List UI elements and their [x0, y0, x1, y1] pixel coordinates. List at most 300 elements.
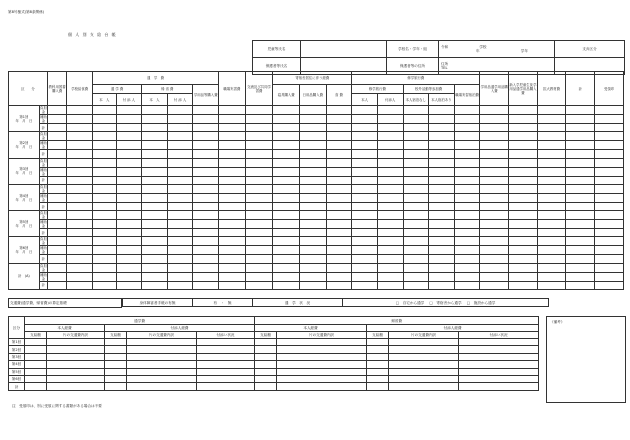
ledger-cell[interactable]	[167, 220, 193, 229]
ledger-cell[interactable]	[537, 150, 566, 158]
fare-cell[interactable]	[47, 346, 105, 353]
ledger-cell[interactable]	[245, 141, 273, 150]
ledger-cell[interactable]	[352, 124, 378, 132]
ledger-cell[interactable]	[273, 106, 300, 115]
ledger-cell[interactable]	[193, 220, 219, 229]
ledger-cell[interactable]	[167, 167, 193, 176]
ledger-cell[interactable]	[219, 124, 246, 132]
fare-cell[interactable]	[277, 383, 367, 390]
ledger-cell[interactable]	[537, 158, 566, 167]
ledger-cell[interactable]	[93, 176, 117, 184]
ledger-cell[interactable]	[142, 237, 168, 246]
ledger-cell[interactable]	[193, 124, 219, 132]
fare-cell[interactable]	[47, 375, 105, 382]
commute-status-options[interactable]	[343, 299, 549, 307]
ledger-cell[interactable]	[219, 167, 246, 176]
ledger-cell[interactable]	[245, 229, 273, 237]
ledger-cell[interactable]	[326, 272, 352, 281]
ledger-cell[interactable]	[47, 124, 66, 132]
fare-cell[interactable]	[47, 368, 105, 375]
ledger-cell[interactable]	[116, 150, 142, 158]
ledger-cell[interactable]	[67, 281, 93, 289]
fare-cell[interactable]	[47, 339, 105, 346]
ledger-cell[interactable]	[67, 229, 93, 237]
ledger-cell[interactable]	[47, 255, 66, 263]
ledger-cell[interactable]	[116, 220, 142, 229]
ledger-cell[interactable]	[273, 211, 300, 220]
ledger-cell[interactable]	[326, 150, 352, 158]
ledger-cell[interactable]	[480, 141, 509, 150]
ledger-cell[interactable]	[116, 184, 142, 193]
ledger-cell[interactable]	[67, 184, 93, 193]
option-home[interactable]: □ 自宅から通学	[395, 300, 425, 305]
ledger-cell[interactable]	[67, 176, 93, 184]
ledger-cell[interactable]	[273, 184, 300, 193]
ledger-cell[interactable]	[454, 167, 480, 176]
ledger-cell[interactable]	[403, 124, 429, 132]
ledger-cell[interactable]	[67, 246, 93, 255]
ledger-cell[interactable]	[480, 193, 509, 202]
ledger-cell[interactable]	[377, 158, 403, 167]
ledger-cell[interactable]	[537, 167, 566, 176]
ledger-cell[interactable]	[480, 220, 509, 229]
ledger-cell[interactable]	[377, 211, 403, 220]
ledger-cell[interactable]	[47, 158, 66, 167]
ledger-cell[interactable]	[480, 106, 509, 115]
ledger-cell[interactable]	[326, 255, 352, 263]
fare-cell[interactable]	[389, 383, 459, 390]
ledger-cell[interactable]	[300, 167, 327, 176]
ledger-cell[interactable]	[326, 167, 352, 176]
fare-cell[interactable]	[25, 339, 47, 346]
ledger-cell[interactable]	[67, 158, 93, 167]
ledger-cell[interactable]	[429, 193, 455, 202]
ledger-cell[interactable]	[142, 115, 168, 124]
ledger-cell[interactable]	[429, 220, 455, 229]
ledger-cell[interactable]	[47, 237, 66, 246]
fare-cell[interactable]	[25, 368, 47, 375]
ledger-cell[interactable]	[537, 246, 566, 255]
fare-cell[interactable]	[255, 375, 277, 382]
ledger-cell[interactable]	[403, 220, 429, 229]
ledger-cell[interactable]	[245, 124, 273, 132]
ledger-cell[interactable]	[566, 272, 595, 281]
ledger-cell[interactable]	[219, 211, 246, 220]
fare-cell[interactable]	[459, 339, 539, 346]
ledger-cell[interactable]	[93, 193, 117, 202]
fare-cell[interactable]	[127, 368, 197, 375]
ledger-cell[interactable]	[480, 184, 509, 193]
ledger-cell[interactable]	[116, 132, 142, 141]
fare-cell[interactable]	[47, 353, 105, 360]
ledger-cell[interactable]	[273, 141, 300, 150]
ledger-cell[interactable]	[219, 202, 246, 210]
ledger-cell[interactable]	[193, 132, 219, 141]
ledger-cell[interactable]	[352, 115, 378, 124]
ledger-cell[interactable]	[167, 246, 193, 255]
ledger-cell[interactable]	[67, 124, 93, 132]
school-field[interactable]	[439, 41, 555, 58]
ledger-cell[interactable]	[595, 202, 624, 210]
ledger-cell[interactable]	[537, 106, 566, 115]
fare-cell[interactable]	[459, 383, 539, 390]
ledger-cell[interactable]	[454, 115, 480, 124]
student-name-field[interactable]	[301, 41, 387, 58]
ledger-cell[interactable]	[300, 193, 327, 202]
ledger-cell[interactable]	[509, 167, 538, 176]
ledger-cell[interactable]	[566, 158, 595, 167]
ledger-cell[interactable]	[193, 272, 219, 281]
ledger-cell[interactable]	[595, 237, 624, 246]
ledger-cell[interactable]	[509, 115, 538, 124]
ledger-cell[interactable]	[509, 141, 538, 150]
ledger-cell[interactable]	[480, 124, 509, 132]
ledger-cell[interactable]	[93, 263, 117, 272]
ledger-cell[interactable]	[167, 272, 193, 281]
ledger-cell[interactable]	[300, 263, 327, 272]
ledger-cell[interactable]	[509, 106, 538, 115]
ledger-cell[interactable]	[595, 141, 624, 150]
fare-cell[interactable]	[105, 353, 127, 360]
ledger-cell[interactable]	[116, 211, 142, 220]
fare-cell[interactable]	[255, 339, 277, 346]
ledger-cell[interactable]	[273, 246, 300, 255]
ledger-cell[interactable]	[142, 272, 168, 281]
option-dorm[interactable]: □ 寄宿舎から通学	[429, 300, 462, 305]
ledger-cell[interactable]	[93, 202, 117, 210]
ledger-cell[interactable]	[352, 229, 378, 237]
ledger-cell[interactable]	[537, 132, 566, 141]
ledger-cell[interactable]	[509, 158, 538, 167]
ledger-cell[interactable]	[326, 220, 352, 229]
ledger-cell[interactable]	[219, 237, 246, 246]
ledger-cell[interactable]	[273, 263, 300, 272]
ledger-cell[interactable]	[67, 141, 93, 150]
ledger-cell[interactable]	[595, 124, 624, 132]
ledger-cell[interactable]	[300, 220, 327, 229]
ledger-cell[interactable]	[116, 141, 142, 150]
fare-cell[interactable]	[197, 353, 255, 360]
ledger-cell[interactable]	[326, 141, 352, 150]
ledger-cell[interactable]	[47, 150, 66, 158]
fare-cell[interactable]	[277, 368, 367, 375]
ledger-cell[interactable]	[509, 246, 538, 255]
ledger-cell[interactable]	[47, 193, 66, 202]
ledger-cell[interactable]	[403, 263, 429, 272]
ledger-cell[interactable]	[142, 281, 168, 289]
fare-cell[interactable]	[389, 353, 459, 360]
ledger-cell[interactable]	[245, 115, 273, 124]
ledger-cell[interactable]	[377, 176, 403, 184]
fare-cell[interactable]	[105, 339, 127, 346]
ledger-cell[interactable]	[47, 220, 66, 229]
ledger-cell[interactable]	[403, 184, 429, 193]
ledger-cell[interactable]	[326, 211, 352, 220]
ledger-cell[interactable]	[273, 167, 300, 176]
ledger-cell[interactable]	[167, 150, 193, 158]
ledger-cell[interactable]	[300, 176, 327, 184]
ledger-cell[interactable]	[377, 237, 403, 246]
ledger-cell[interactable]	[566, 150, 595, 158]
ledger-cell[interactable]	[142, 176, 168, 184]
ledger-cell[interactable]	[566, 167, 595, 176]
ledger-cell[interactable]	[167, 176, 193, 184]
ledger-cell[interactable]	[595, 246, 624, 255]
ledger-cell[interactable]	[93, 237, 117, 246]
fare-cell[interactable]	[277, 346, 367, 353]
fare-cell[interactable]	[255, 353, 277, 360]
ledger-cell[interactable]	[47, 202, 66, 210]
ledger-cell[interactable]	[403, 246, 429, 255]
ledger-cell[interactable]	[116, 176, 142, 184]
ledger-cell[interactable]	[193, 184, 219, 193]
ledger-cell[interactable]	[47, 141, 66, 150]
ledger-cell[interactable]	[454, 141, 480, 150]
ledger-cell[interactable]	[377, 193, 403, 202]
ledger-cell[interactable]	[566, 202, 595, 210]
ledger-cell[interactable]	[47, 229, 66, 237]
ledger-cell[interactable]	[116, 202, 142, 210]
ledger-cell[interactable]	[93, 211, 117, 220]
ledger-cell[interactable]	[326, 263, 352, 272]
ledger-cell[interactable]	[142, 124, 168, 132]
ledger-cell[interactable]	[300, 281, 327, 289]
ledger-cell[interactable]	[167, 115, 193, 124]
ledger-cell[interactable]	[537, 272, 566, 281]
ledger-cell[interactable]	[93, 115, 117, 124]
ledger-cell[interactable]	[566, 246, 595, 255]
ledger-cell[interactable]	[403, 150, 429, 158]
ledger-cell[interactable]	[67, 220, 93, 229]
ledger-cell[interactable]	[245, 263, 273, 272]
ledger-cell[interactable]	[326, 229, 352, 237]
ledger-cell[interactable]	[480, 150, 509, 158]
ledger-cell[interactable]	[193, 193, 219, 202]
ledger-cell[interactable]	[167, 255, 193, 263]
ledger-cell[interactable]	[273, 202, 300, 210]
ledger-cell[interactable]	[326, 246, 352, 255]
ledger-cell[interactable]	[67, 115, 93, 124]
ledger-cell[interactable]	[193, 211, 219, 220]
ledger-cell[interactable]	[193, 158, 219, 167]
term-date[interactable]: 年 月 日	[15, 250, 33, 255]
ledger-cell[interactable]	[595, 229, 624, 237]
ledger-cell[interactable]	[167, 281, 193, 289]
ledger-cell[interactable]	[167, 237, 193, 246]
ledger-cell[interactable]	[566, 281, 595, 289]
ledger-cell[interactable]	[245, 176, 273, 184]
ledger-cell[interactable]	[142, 141, 168, 150]
ledger-cell[interactable]	[193, 263, 219, 272]
ledger-cell[interactable]	[326, 202, 352, 210]
ledger-cell[interactable]	[509, 229, 538, 237]
fare-cell[interactable]	[25, 361, 47, 368]
ledger-cell[interactable]	[566, 106, 595, 115]
ledger-cell[interactable]	[193, 106, 219, 115]
ledger-cell[interactable]	[47, 167, 66, 176]
ledger-cell[interactable]	[167, 124, 193, 132]
ledger-cell[interactable]	[537, 255, 566, 263]
fare-cell[interactable]	[197, 346, 255, 353]
ledger-cell[interactable]	[403, 176, 429, 184]
ledger-cell[interactable]	[403, 193, 429, 202]
fare-cell[interactable]	[197, 375, 255, 382]
ledger-cell[interactable]	[245, 272, 273, 281]
ledger-cell[interactable]	[116, 255, 142, 263]
ledger-cell[interactable]	[509, 211, 538, 220]
ledger-cell[interactable]	[480, 237, 509, 246]
ledger-cell[interactable]	[93, 141, 117, 150]
fare-cell[interactable]	[367, 368, 389, 375]
ledger-cell[interactable]	[167, 158, 193, 167]
remarks-box[interactable]	[546, 316, 626, 403]
ledger-cell[interactable]	[219, 193, 246, 202]
ledger-cell[interactable]	[595, 255, 624, 263]
ledger-cell[interactable]	[219, 176, 246, 184]
ledger-cell[interactable]	[67, 132, 93, 141]
ledger-cell[interactable]	[454, 272, 480, 281]
ledger-cell[interactable]	[67, 237, 93, 246]
ledger-cell[interactable]	[537, 176, 566, 184]
fare-cell[interactable]	[105, 368, 127, 375]
fare-cell[interactable]	[47, 383, 105, 390]
ledger-cell[interactable]	[509, 281, 538, 289]
ledger-cell[interactable]	[509, 132, 538, 141]
fare-cell[interactable]	[197, 383, 255, 390]
ledger-cell[interactable]	[595, 132, 624, 141]
fare-cell[interactable]	[25, 375, 47, 382]
ledger-cell[interactable]	[219, 132, 246, 141]
ledger-cell[interactable]	[377, 184, 403, 193]
ledger-cell[interactable]	[509, 220, 538, 229]
fare-cell[interactable]	[277, 375, 367, 382]
ledger-cell[interactable]	[352, 158, 378, 167]
ledger-cell[interactable]	[116, 193, 142, 202]
ledger-cell[interactable]	[116, 246, 142, 255]
ledger-cell[interactable]	[595, 176, 624, 184]
ledger-cell[interactable]	[429, 167, 455, 176]
ledger-cell[interactable]	[595, 150, 624, 158]
ledger-cell[interactable]	[566, 229, 595, 237]
ledger-cell[interactable]	[566, 141, 595, 150]
ledger-cell[interactable]	[352, 141, 378, 150]
fare-cell[interactable]	[255, 361, 277, 368]
ledger-cell[interactable]	[429, 132, 455, 141]
ledger-cell[interactable]	[245, 158, 273, 167]
fare-cell[interactable]	[389, 361, 459, 368]
ledger-cell[interactable]	[300, 229, 327, 237]
ledger-cell[interactable]	[454, 255, 480, 263]
ledger-cell[interactable]	[595, 184, 624, 193]
ledger-cell[interactable]	[93, 220, 117, 229]
ledger-cell[interactable]	[193, 202, 219, 210]
ledger-cell[interactable]	[454, 106, 480, 115]
ledger-cell[interactable]	[352, 237, 378, 246]
fare-cell[interactable]	[367, 375, 389, 382]
ledger-cell[interactable]	[403, 281, 429, 289]
ledger-cell[interactable]	[219, 184, 246, 193]
ledger-cell[interactable]	[167, 141, 193, 150]
fare-cell[interactable]	[367, 346, 389, 353]
ledger-cell[interactable]	[352, 193, 378, 202]
ledger-cell[interactable]	[193, 176, 219, 184]
ledger-cell[interactable]	[47, 211, 66, 220]
ledger-cell[interactable]	[93, 124, 117, 132]
ledger-cell[interactable]	[403, 211, 429, 220]
ledger-cell[interactable]	[454, 237, 480, 246]
fare-cell[interactable]	[127, 383, 197, 390]
ledger-cell[interactable]	[377, 132, 403, 141]
ledger-cell[interactable]	[93, 246, 117, 255]
fare-cell[interactable]	[459, 353, 539, 360]
ledger-cell[interactable]	[429, 263, 455, 272]
ledger-cell[interactable]	[403, 167, 429, 176]
ledger-cell[interactable]	[454, 124, 480, 132]
ledger-cell[interactable]	[67, 193, 93, 202]
ledger-cell[interactable]	[403, 132, 429, 141]
ledger-cell[interactable]	[142, 132, 168, 141]
ledger-cell[interactable]	[300, 246, 327, 255]
fare-cell[interactable]	[127, 361, 197, 368]
ledger-cell[interactable]	[566, 132, 595, 141]
term-date[interactable]: 年 月 日	[15, 118, 33, 123]
ledger-cell[interactable]	[273, 132, 300, 141]
ledger-cell[interactable]	[429, 229, 455, 237]
ledger-cell[interactable]	[403, 115, 429, 124]
ledger-cell[interactable]	[429, 281, 455, 289]
ledger-cell[interactable]	[47, 184, 66, 193]
ledger-cell[interactable]	[537, 115, 566, 124]
ledger-cell[interactable]	[454, 229, 480, 237]
ledger-cell[interactable]	[142, 158, 168, 167]
fare-cell[interactable]	[367, 353, 389, 360]
fare-cell[interactable]	[127, 346, 197, 353]
ledger-cell[interactable]	[326, 158, 352, 167]
ledger-cell[interactable]	[352, 272, 378, 281]
ledger-cell[interactable]	[273, 229, 300, 237]
ledger-cell[interactable]	[377, 115, 403, 124]
ledger-cell[interactable]	[67, 106, 93, 115]
ledger-cell[interactable]	[273, 115, 300, 124]
fare-cell[interactable]	[105, 346, 127, 353]
fare-cell[interactable]	[389, 346, 459, 353]
ledger-cell[interactable]	[142, 106, 168, 115]
ledger-cell[interactable]	[273, 281, 300, 289]
ledger-cell[interactable]	[566, 263, 595, 272]
ledger-cell[interactable]	[352, 246, 378, 255]
ledger-cell[interactable]	[326, 193, 352, 202]
ledger-cell[interactable]	[509, 255, 538, 263]
ledger-cell[interactable]	[47, 132, 66, 141]
ledger-cell[interactable]	[47, 272, 66, 281]
disability-field[interactable]: 有 ・ 無	[193, 299, 253, 307]
ledger-cell[interactable]	[537, 211, 566, 220]
ledger-cell[interactable]	[219, 272, 246, 281]
ledger-cell[interactable]	[377, 255, 403, 263]
ledger-cell[interactable]	[429, 176, 455, 184]
fare-cell[interactable]	[105, 383, 127, 390]
term-date[interactable]: 年 月 日	[15, 171, 33, 176]
ledger-cell[interactable]	[167, 202, 193, 210]
ledger-cell[interactable]	[595, 167, 624, 176]
ledger-cell[interactable]	[454, 220, 480, 229]
fare-cell[interactable]	[389, 375, 459, 382]
ledger-cell[interactable]	[480, 246, 509, 255]
ledger-cell[interactable]	[193, 141, 219, 150]
ledger-cell[interactable]	[167, 193, 193, 202]
ledger-cell[interactable]	[116, 263, 142, 272]
ledger-cell[interactable]	[352, 255, 378, 263]
